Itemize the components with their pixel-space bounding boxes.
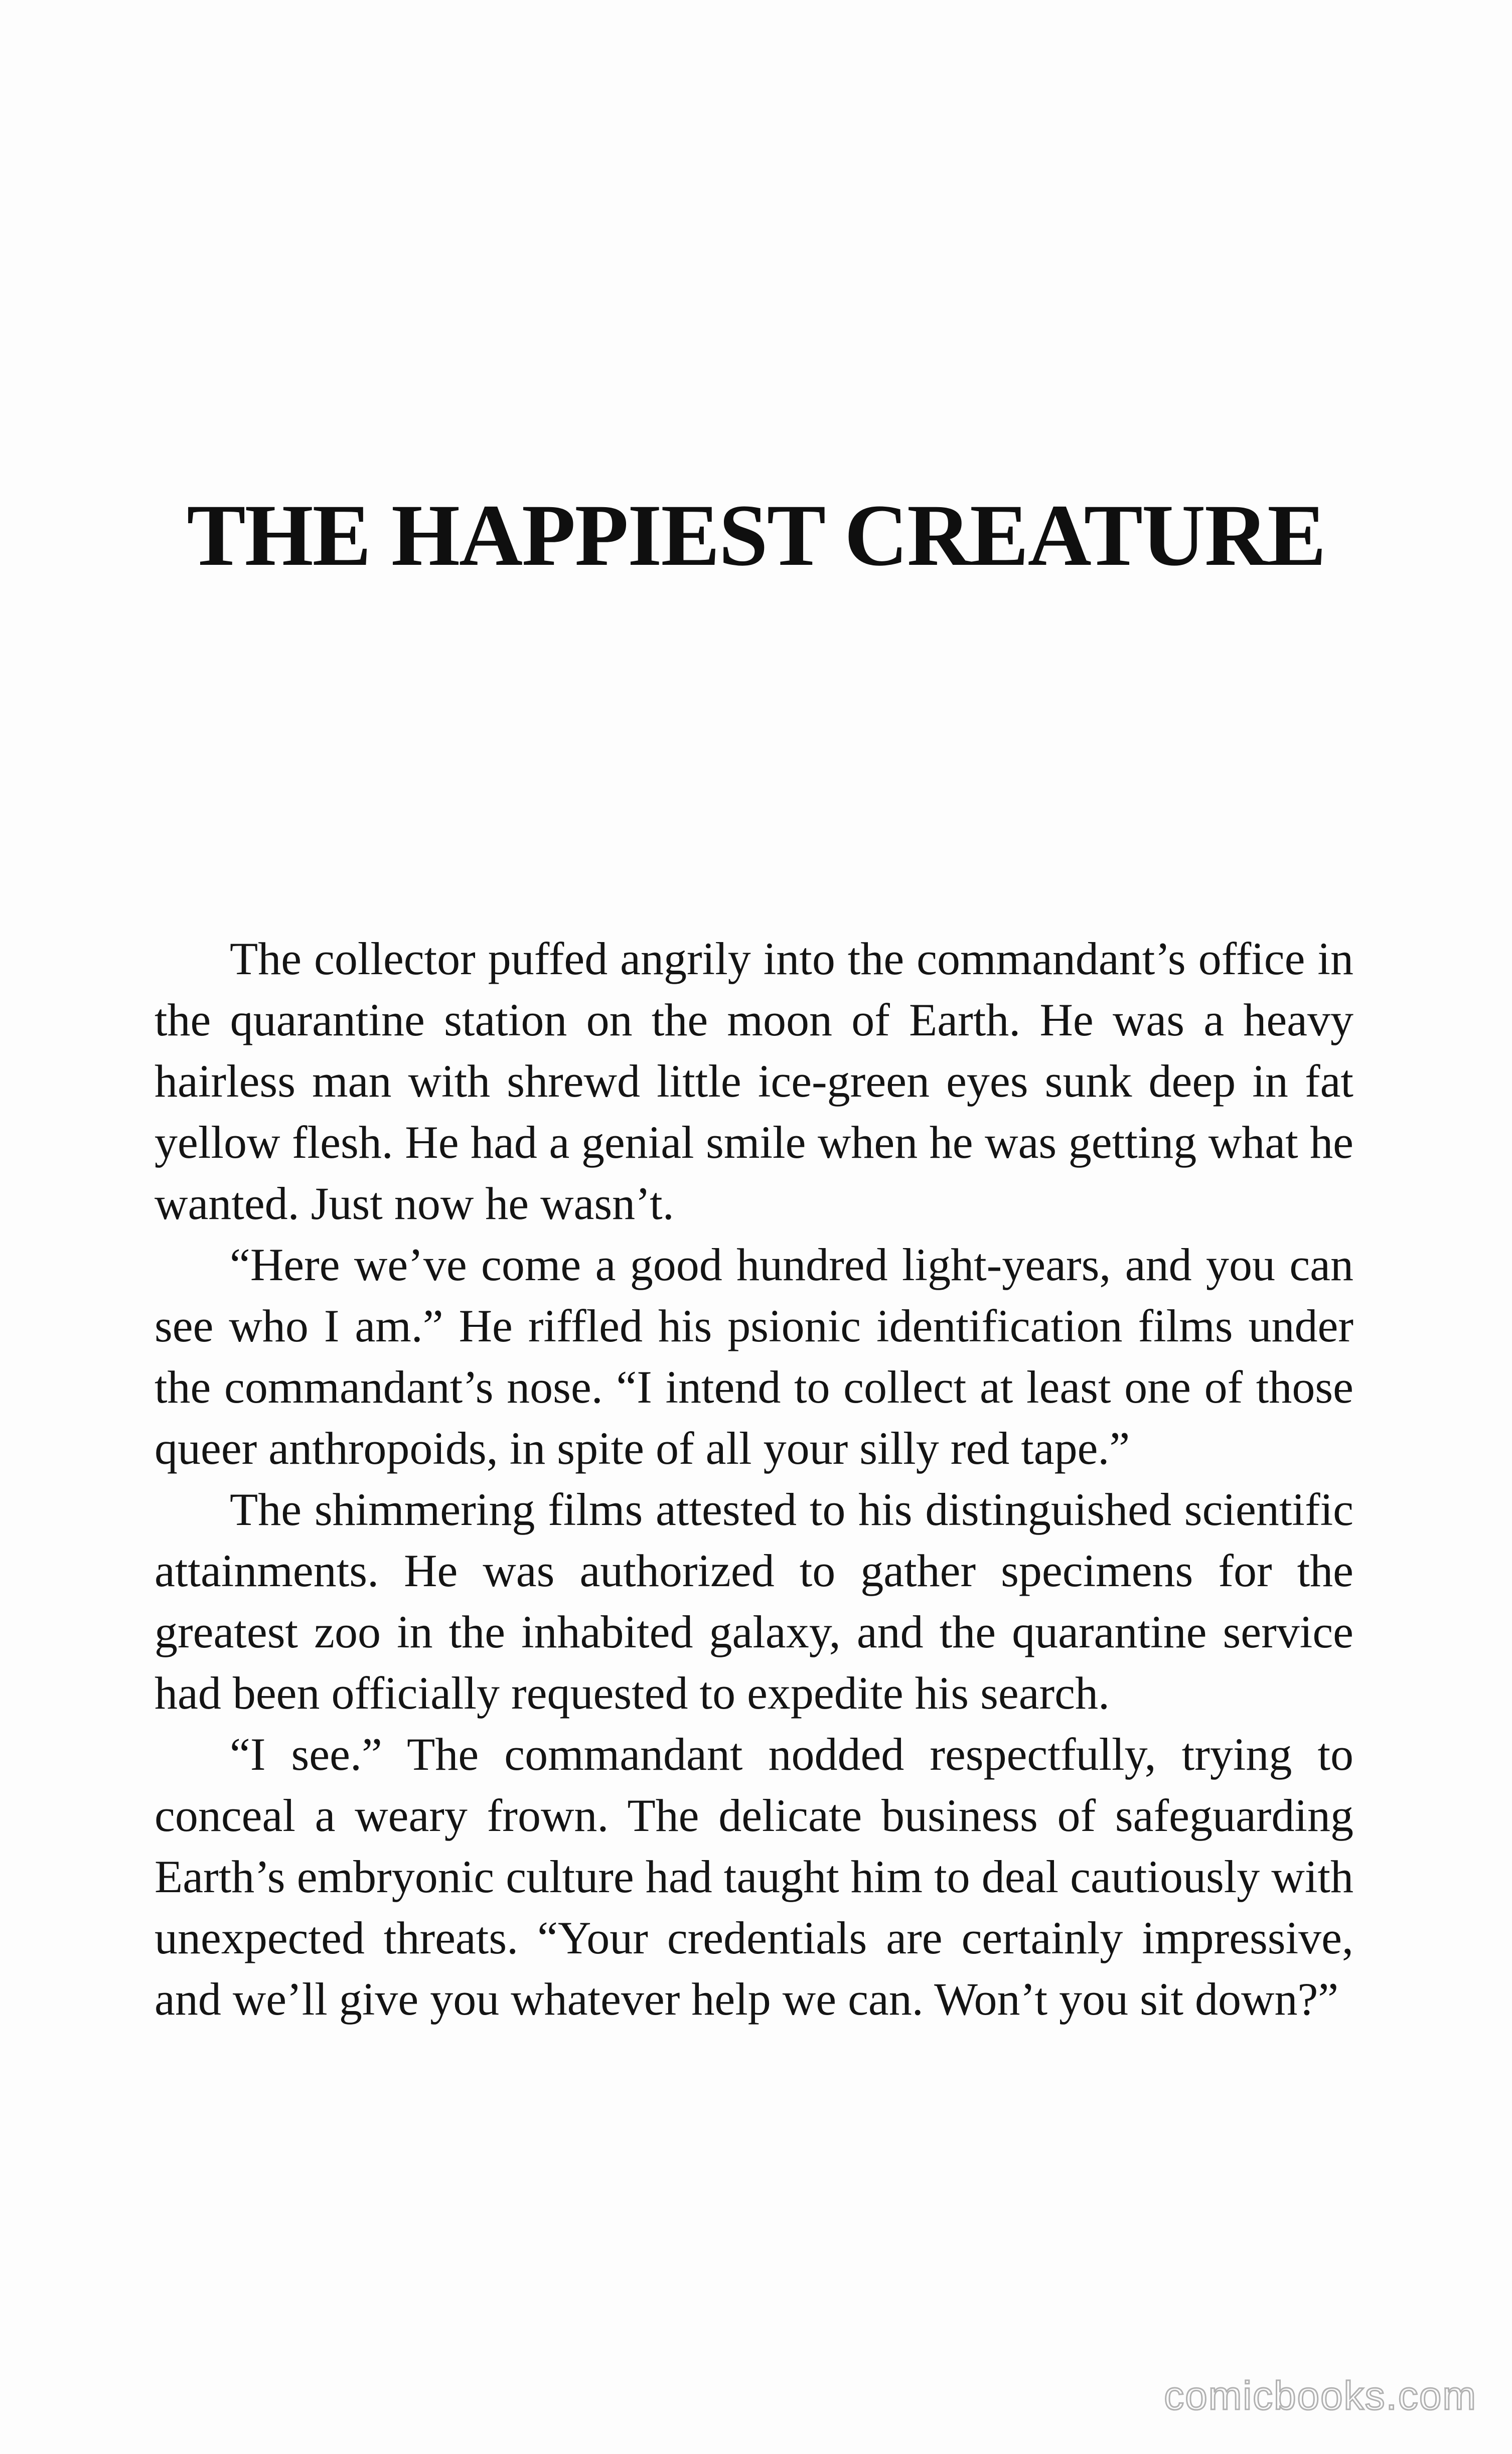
watermark: comicbooks.com <box>1164 2373 1477 2418</box>
paragraph: “Here we’ve come a good hundred light-years, and you can see who I am.” He riffled his psionic identification films under the commandant’s nose. “I intend to collect at least one of those queer anthropoids, in spite of all your silly red tape.” <box>155 1239 1353 1474</box>
paragraph: The collector puffed angrily into the commandant’s office in the quarantine station on the moon of Earth. He was a heavy hairless man with shrewd little ice-green eyes sunk deep in fat yellow flesh. He had a genial smile when he was getting what he wanted. Just now he wasn’t. <box>155 933 1353 1229</box>
story-title: THE HAPPIEST CREATURE <box>187 487 1325 584</box>
paragraph: The shimmering films attested to his distinguished scientific attainments. He was authorized to gather specimens for the greatest zoo in the inhabited galaxy, and the quarantine service had been officially requested to expedite his search. <box>155 1484 1353 1719</box>
paragraph: “I see.” The commandant nodded respectfully, trying to conceal a weary frown. The delicate business of safeguarding Earth’s embryonic culture had taught him to deal cautiously with unexpected threats. “Your credentials are certainly impressive, and we’ll give you whatever help we can. Won’t you sit down?” <box>155 1729 1353 2025</box>
story-body <box>155 928 1353 2030</box>
